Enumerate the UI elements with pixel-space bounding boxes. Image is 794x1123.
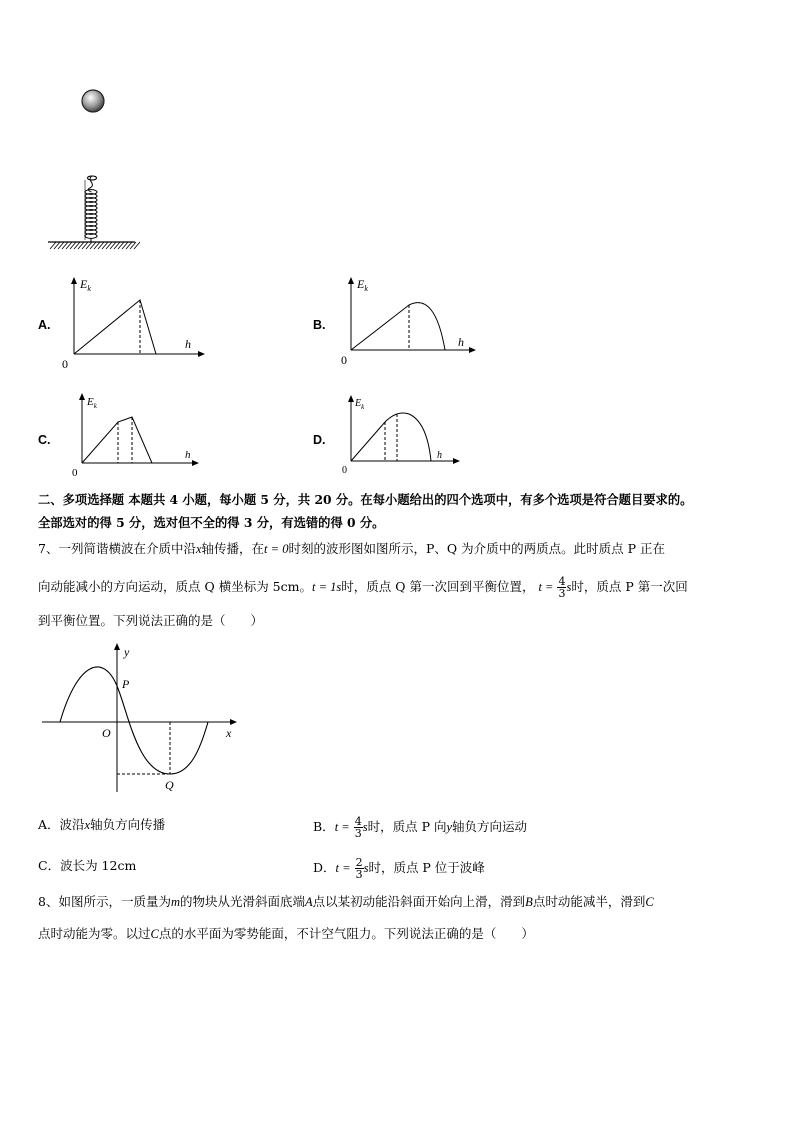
- y-axis-label: y: [124, 645, 130, 659]
- option-a-label: A.: [38, 318, 51, 332]
- h-axis-label: h: [437, 450, 442, 461]
- section-2-heading-line2: 全部选对的得 5 分，选对但不全的得 3 分，有选错的得 0 分。: [38, 515, 385, 530]
- section-2-heading-line1: 二、多项选择题 本题共 4 小题，每小题 5 分，共 20 分。在每小题给出的四个选项中，有多个选项是符合题目要求的。: [38, 492, 693, 507]
- fraction-2-3: $\frac{2}{3}$: [355, 856, 363, 881]
- x-axis-label: x: [226, 726, 232, 740]
- h-axis-label: h: [458, 335, 464, 349]
- ek-curve: [351, 413, 431, 461]
- fraction-4-3: $\frac{4}{3}$: [354, 815, 362, 840]
- point-p-label: P: [122, 677, 130, 691]
- q7-option-c[interactable]: C．波长为 12cm: [38, 858, 137, 873]
- graph-option-b: [335, 272, 485, 372]
- h-axis-label: h: [185, 337, 191, 351]
- q7-line3: 到平衡位置。下列说法正确的是（ ）: [38, 613, 264, 628]
- option-b-label: B.: [313, 318, 326, 332]
- q8-line1: 8、如图所示，一质量为m的物块从光滑斜面底端A点以某初动能沿斜面开始向上滑，滑到B点时动能减半，滑到C: [38, 894, 654, 909]
- origin-label: 0: [342, 465, 347, 476]
- ek-curve: [82, 417, 152, 463]
- fraction-4-3: $\frac{4}{3}$: [558, 575, 566, 600]
- graph-option-d: [335, 392, 485, 482]
- ek-curve: [351, 303, 445, 350]
- ball-spring-figure: [40, 80, 140, 255]
- ek-axis-label: $E_k$: [87, 396, 97, 410]
- q7-line1: 7、一列简谐横波在介质中沿x轴传播，在t = 0时刻的波形图如图所示，P、Q 为介质中的两质点。此时质点 P 正在: [38, 541, 665, 556]
- point-q-label: Q: [165, 778, 174, 792]
- ek-axis-label: $E_k$: [357, 277, 368, 293]
- origin-label: 0: [341, 353, 347, 367]
- graph-option-c: [60, 390, 210, 482]
- origin-label: 0: [72, 467, 78, 479]
- q7-line2: 向动能减小的方向运动，质点 Q 横坐标为 5cm。t = 1s时，质点 Q 第一次回到平衡位置， t = $\frac{4}{3}$ s时，质点 P 第一次回: [38, 575, 688, 600]
- option-d-label: D.: [313, 433, 326, 447]
- q8-line2: 点时动能为零。以过C点的水平面为零势能面，不计空气阻力。下列说法正确的是（ ）: [38, 926, 534, 941]
- ball: [82, 90, 104, 112]
- graph-option-a: [58, 272, 208, 372]
- q7-option-d[interactable]: D．t = $\frac{2}{3}$ s时，质点 P 位于波峰: [313, 856, 485, 881]
- h-axis-label: h: [185, 449, 191, 461]
- q7-option-b[interactable]: B．t = $\frac{4}{3}$ s时，质点 P 向y轴负方向运动: [313, 815, 528, 840]
- ek-curve: [74, 300, 156, 354]
- ek-axis-label: $E_k$: [355, 398, 365, 411]
- origin-label: O: [102, 726, 111, 740]
- q7-option-a[interactable]: A．波沿x轴负方向传播: [38, 817, 166, 832]
- ek-axis-label: $E_k$: [80, 277, 91, 293]
- wave-figure: [38, 640, 248, 800]
- origin-label: 0: [62, 357, 68, 371]
- option-c-label: C.: [38, 433, 51, 447]
- waveform: [60, 667, 208, 774]
